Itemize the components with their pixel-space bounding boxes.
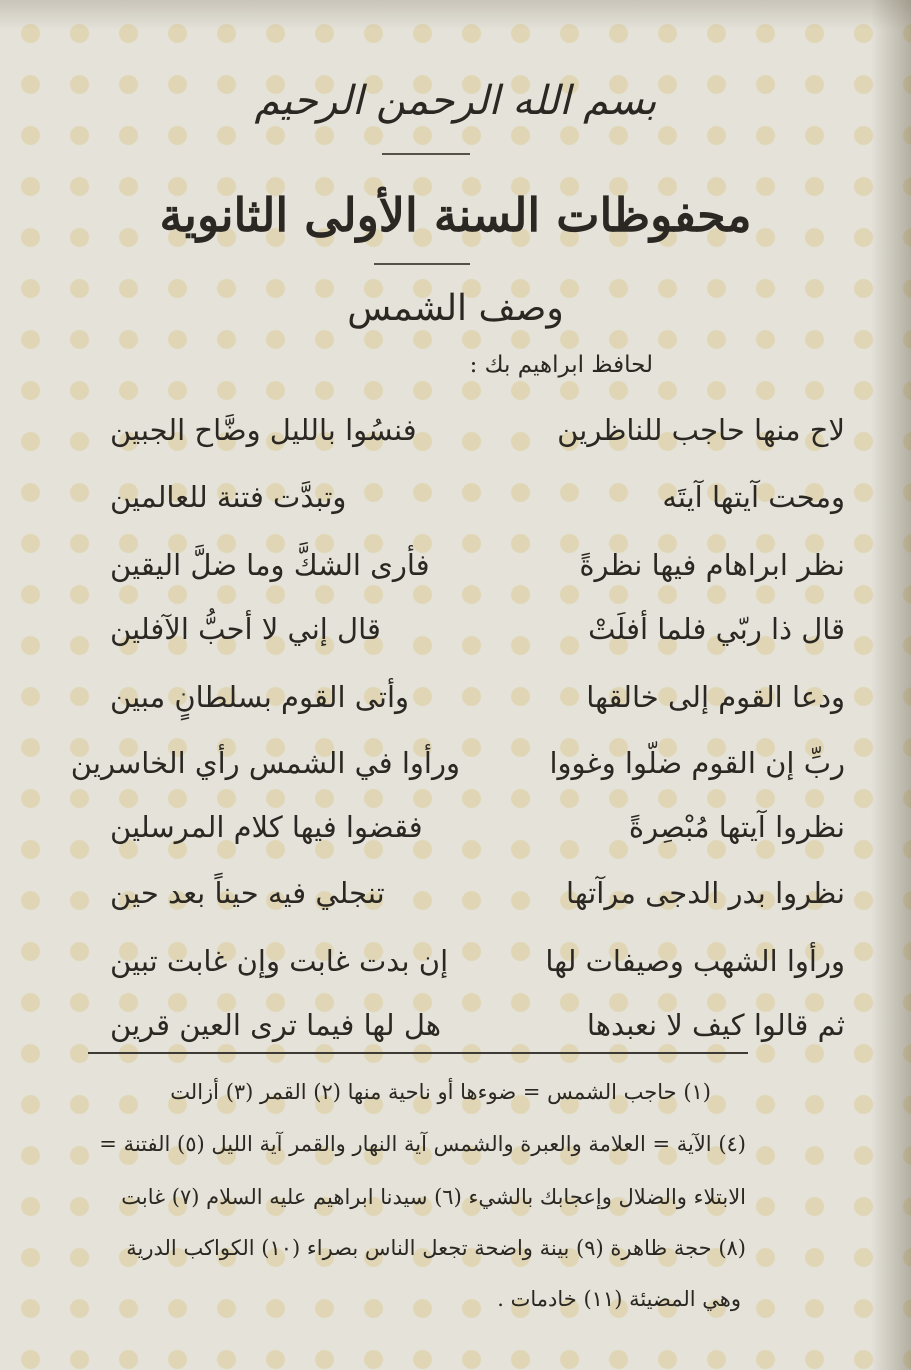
footnote-line: وهي المضيئة (١١) خادمات . bbox=[497, 1287, 741, 1311]
basmala-divider bbox=[382, 153, 470, 155]
basmala: بسم الله الرحمن الرحيم bbox=[254, 78, 657, 124]
verse-second-hemistich: تنجلي فيه حيناً بعد حين bbox=[110, 876, 385, 910]
footnote-line: الابتلاء والضلال وإعجابك بالشيء (٦) سيدنا ابراهيم عليه السلام (٧) غابت bbox=[121, 1185, 746, 1209]
page-top-shadow bbox=[0, 0, 911, 30]
verse-second-hemistich: إن بدت غابت وإن غابت تبين bbox=[110, 944, 449, 978]
footnote-divider bbox=[88, 1052, 748, 1054]
poem-title: وصف الشمس bbox=[347, 288, 564, 329]
verse-first-hemistich: نظروا بدر الدجى مرآتها bbox=[566, 876, 845, 910]
verse-first-hemistich: ومحت آيتها آيتَه bbox=[662, 480, 845, 514]
title-divider bbox=[374, 263, 470, 265]
verse bbox=[110, 472, 845, 522]
poet-attribution: لحافظ ابراهيم بك : bbox=[469, 352, 653, 378]
verse-second-hemistich: وأتى القوم بسلطانٍ مبين bbox=[110, 680, 410, 714]
verse-second-hemistich: وتبدَّت فتنة للعالمين bbox=[110, 480, 347, 514]
verse bbox=[110, 405, 845, 455]
verse-second-hemistich: فأرى الشكَّ وما ضلَّ اليقين bbox=[110, 548, 430, 582]
verse-first-hemistich: ورأوا الشهب وصيفات لها bbox=[545, 944, 845, 978]
verse-first-hemistich: ربِّ إن القوم ضلّوا وغووا bbox=[549, 746, 845, 780]
verse-second-hemistich: ورأوا في الشمس رأي الخاسرين bbox=[70, 746, 460, 780]
verse-first-hemistich: نظر ابراهام فيها نظرةً bbox=[579, 548, 845, 582]
verse-first-hemistich: قال ذا ربّي فلما أفلَتْ bbox=[588, 612, 845, 646]
verse-first-hemistich: ودعا القوم إلى خالقها bbox=[586, 680, 845, 714]
verse-second-hemistich: فقضوا فيها كلام المرسلين bbox=[110, 810, 423, 844]
verse bbox=[110, 802, 845, 852]
verse-first-hemistich: ثم قالوا كيف لا نعبدها bbox=[586, 1008, 845, 1042]
verse-second-hemistich: فنسُوا بالليل وضَّاح الجبين bbox=[110, 413, 417, 447]
verse-second-hemistich: هل لها فيما ترى العين قرين bbox=[110, 1008, 442, 1042]
footnote-line: (٤) الآية = العلامة والعبرة والشمس آية النهار والقمر آية الليل (٥) الفتنة = bbox=[99, 1132, 746, 1156]
footnote-line: (٨) حجة ظاهرة (٩) بينة واضحة تجعل الناس بصراء (١٠) الكواكب الدرية bbox=[126, 1236, 746, 1260]
verse bbox=[110, 672, 845, 722]
footnote-line: (١) حاجب الشمس = ضوءها أو ناحية منها (٢) القمر (٣) أزالت bbox=[170, 1080, 711, 1104]
verse bbox=[110, 1000, 845, 1050]
verse bbox=[110, 604, 845, 654]
verse-second-hemistich: قال إني لا أحبُّ الآفلين bbox=[110, 612, 381, 646]
verse bbox=[110, 540, 845, 590]
verse-first-hemistich: لاح منها حاجب للناظرين bbox=[557, 413, 845, 447]
verse bbox=[110, 936, 845, 986]
verse-first-hemistich: نظروا آيتها مُبْصِرةً bbox=[628, 810, 845, 844]
page-title: محفوظات السنة الأولى الثانوية bbox=[159, 188, 752, 242]
verse bbox=[70, 738, 845, 788]
verse bbox=[110, 868, 845, 918]
